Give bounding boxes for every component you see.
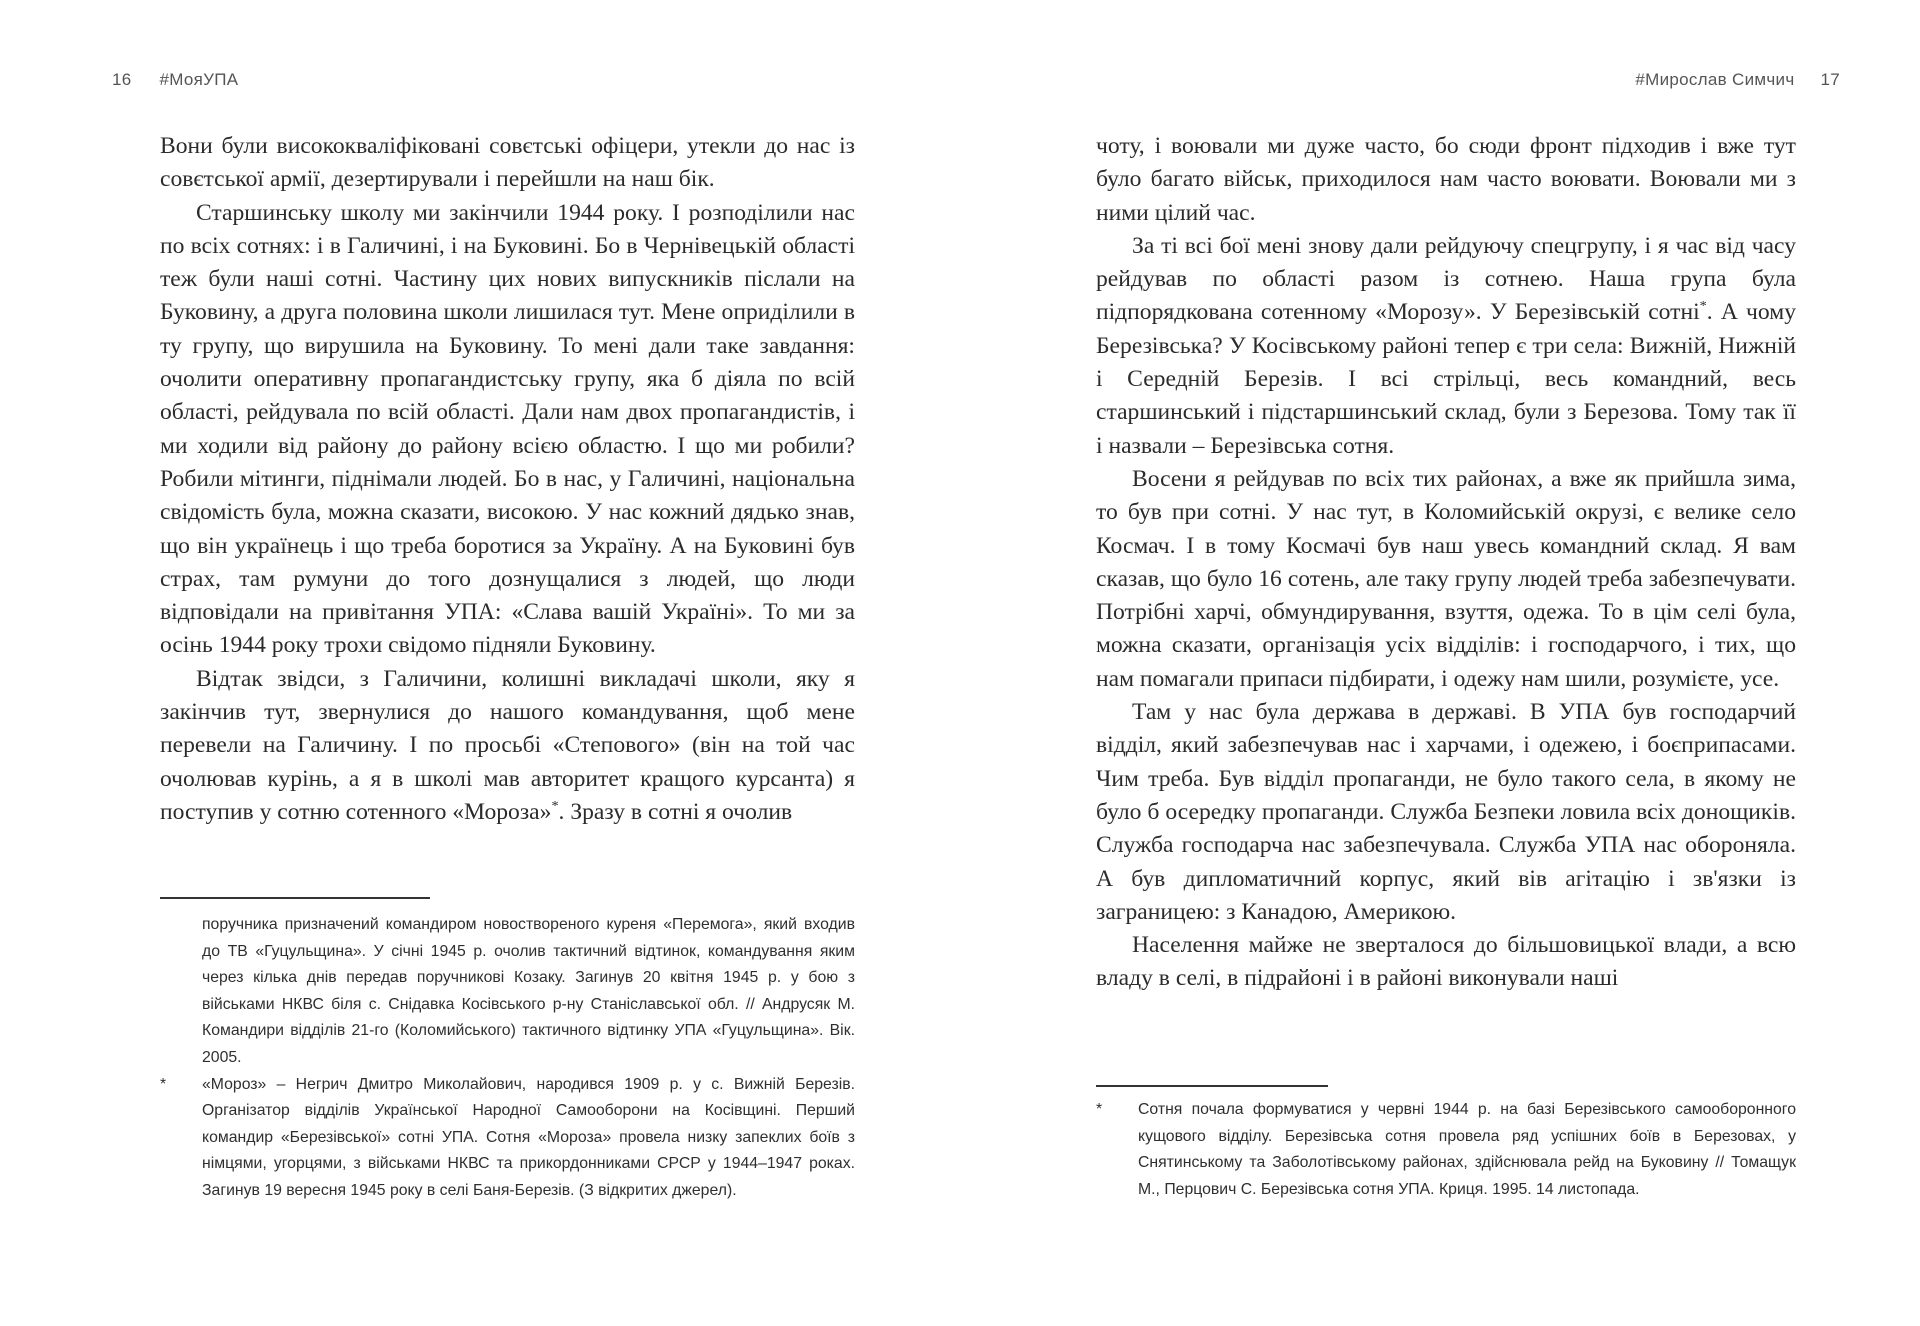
footnote-ref[interactable]: * — [1699, 298, 1707, 315]
right-page — [960, 0, 1920, 1326]
paragraph-text: За ті всі бої мені знову дали рейдуючу спецгрупу, і я час від часу рейдував по області разом із сотнею. Наша група була підпорядкована сотенному «Морозу». У Березівській сотні — [1096, 232, 1796, 326]
page-number: 16 — [112, 70, 132, 89]
paragraph: Восени я рейдував по всіх тих районах, а вже як прийшла зима, то був при сотні. У нас тут, в Коломийській окрузі, є велике село Космач. І в тому Космачі був наш увесь командний склад. Я вам сказав, що було 16 сотень, але таку групу людей треба забезпечувати. Потрібні харчі, обмундирування, взуття, одежа. То в цім селі була, можна сказати, організація усіх відділів: і господарчого, і тих, що нам помагали припаси підбирати, і одежу нам шили, розумієте, усе. — [1096, 465, 1796, 692]
footnote-text: Сотня почала формуватися у червні 1944 р. на базі Березівського самооборонного кущового відділу. Березівська сотня провела ряд успішних боїв в Березовах, у Снятинському та Заболотівському районах, здійснювала рейд на Буковину // Томащук М., Перцович С. Березівська сотня УПА. Криця. 1995. 14 листопада. — [1138, 1101, 1796, 1198]
paragraph-text: Відтак звідси, з Галичини, колишні викладачі школи, яку я закінчив тут, звернулися до нашого командування, щоб мене перевели на Галичину. І по просьбі «Степового» (він на той час очолював курінь, а я в школі мав авторитет кращого курсанта) я поступив у сотню сотенного «Мороза» — [160, 665, 855, 825]
paragraph: Старшинську школу ми закінчили 1944 року. І розподілили нас по всіх сотнях: і в Галичині, і на Буковині. Бо в Чернівецькій області теж були наші сотні. Частину цих нових випускників післали на Буковину, а друга половина школи лишилася тут. Мене опридiлили в ту групу, що вирушила на Буковину. То мені дали таке завдання: очолити оперативну пропагандистську групу, яка б діяла по всій області, рейдувала по всій області. Дали нам двох пропагандистів, і ми ходили від району до району всією областю. І що ми робили? Робили мітинги, піднімали людей. Бо в нас, у Галичині, національна свідомість була, можна сказати, високою. У нас кожний дядько знав, що він українець і що треба боротися за Україну. А на Буковині був страх, там румуни до того дознущалися з людей, що люди відповідали на привітання УПА: «Слава вашій Україні». То ми за осінь 1944 року трохи свідомо підняли Буковину. — [160, 199, 855, 659]
footnote — [160, 1072, 855, 1205]
page-number: 17 — [1820, 70, 1840, 89]
paragraph — [160, 663, 855, 829]
paragraph: Там у нас була держава в державі. В УПА був господарчий відділ, який забезпечував нас і харчами, і одежею, і боєприпасами. Чим треба. Був відділ пропаганди, не було такого села, в якому не було б осередку пропаганди. Служба Безпеки ловила всіх донощиків. Служба господарча нас забезпечувала. Служба УПА нас обороняла. А був дипломатичний корпус, який вів агітацію і зв'язки із заграницею: з Канадою, Америкою. — [1096, 699, 1796, 925]
footnote-mark: * — [1096, 1101, 1103, 1118]
running-head-title: #МояУПА — [159, 70, 239, 89]
paragraph-tail: . А чому Березівська? У Косівському районі тепер є три села: Вижній, Нижній і Середній Березів. І всі стрільці, весь командний, весь старшинський і підстаршинський склад, були з Березова. Тому так її і назвали – Березівська сотня. — [1096, 299, 1796, 459]
footnote — [1096, 1097, 1796, 1203]
paragraph: чоту, і воювали ми дуже часто, бо сюди фронт підходив і вже тут було багато військ, приходилося нам часто воювати. Воювали ми з ними цілий час. — [1096, 133, 1796, 226]
running-head-title: #Мирослав Симчич — [1635, 70, 1795, 89]
footnote-ref[interactable]: * — [551, 798, 559, 815]
paragraph: Населення майже не зверталося до більшовицької влади, а всю владу в селі, в підрайоні і в районі виконували наші — [1096, 932, 1796, 992]
right-footnotes — [1096, 1097, 1796, 1203]
paragraph — [1096, 230, 1796, 463]
paragraph: Вони були висококваліфіковані совєтські офіцери, утекли до нас із совєтської армії, дезертирували і перейшли на наш бік. — [160, 133, 855, 193]
footnote — [160, 912, 855, 1072]
right-body-text — [1096, 130, 1796, 996]
left-running-head — [112, 70, 238, 90]
footnote-divider — [1096, 1085, 1328, 1087]
left-footnotes — [160, 912, 855, 1205]
footnote-divider — [160, 897, 430, 899]
paragraph-tail: . Зразу в сотні я очолив — [558, 798, 793, 825]
footnote-text: поручника призначений командиром новоствореного куреня «Перемога», який входив до ТВ «Гуцульщина». У січні 1945 р. очолив тактичний відтинок, командування яким через кілька днів передав поручникові Козаку. Загинув 20 квітня 1945 р. у бою з військами НКВС біля с. Снідавка Косівського р-ну Станіславської обл. // Андрусяк М. Командири відділів 21-го (Коломийського) тактичного відтинку УПА «Гуцульщина». Вік. 2005. — [202, 916, 855, 1066]
right-running-head — [1635, 70, 1840, 90]
footnote-text: «Мороз» – Негрич Дмитро Миколайович, народився 1909 р. у с. Вижній Березів. Організатор відділів Української Народної Самооборони на Косівщині. Перший командир «Березівської» сотні УПА. Сотня «Мороза» провела низку запеклих боїв з німцями, угорцями, з військами НКВС та прикордонниками СРСР у 1944–1947 роках. Загинув 19 вересня 1945 року в селі Баня-Березів. (З відкритих джерел). — [202, 1075, 855, 1199]
footnote-mark: * — [160, 1075, 167, 1093]
left-body-text — [160, 130, 855, 829]
